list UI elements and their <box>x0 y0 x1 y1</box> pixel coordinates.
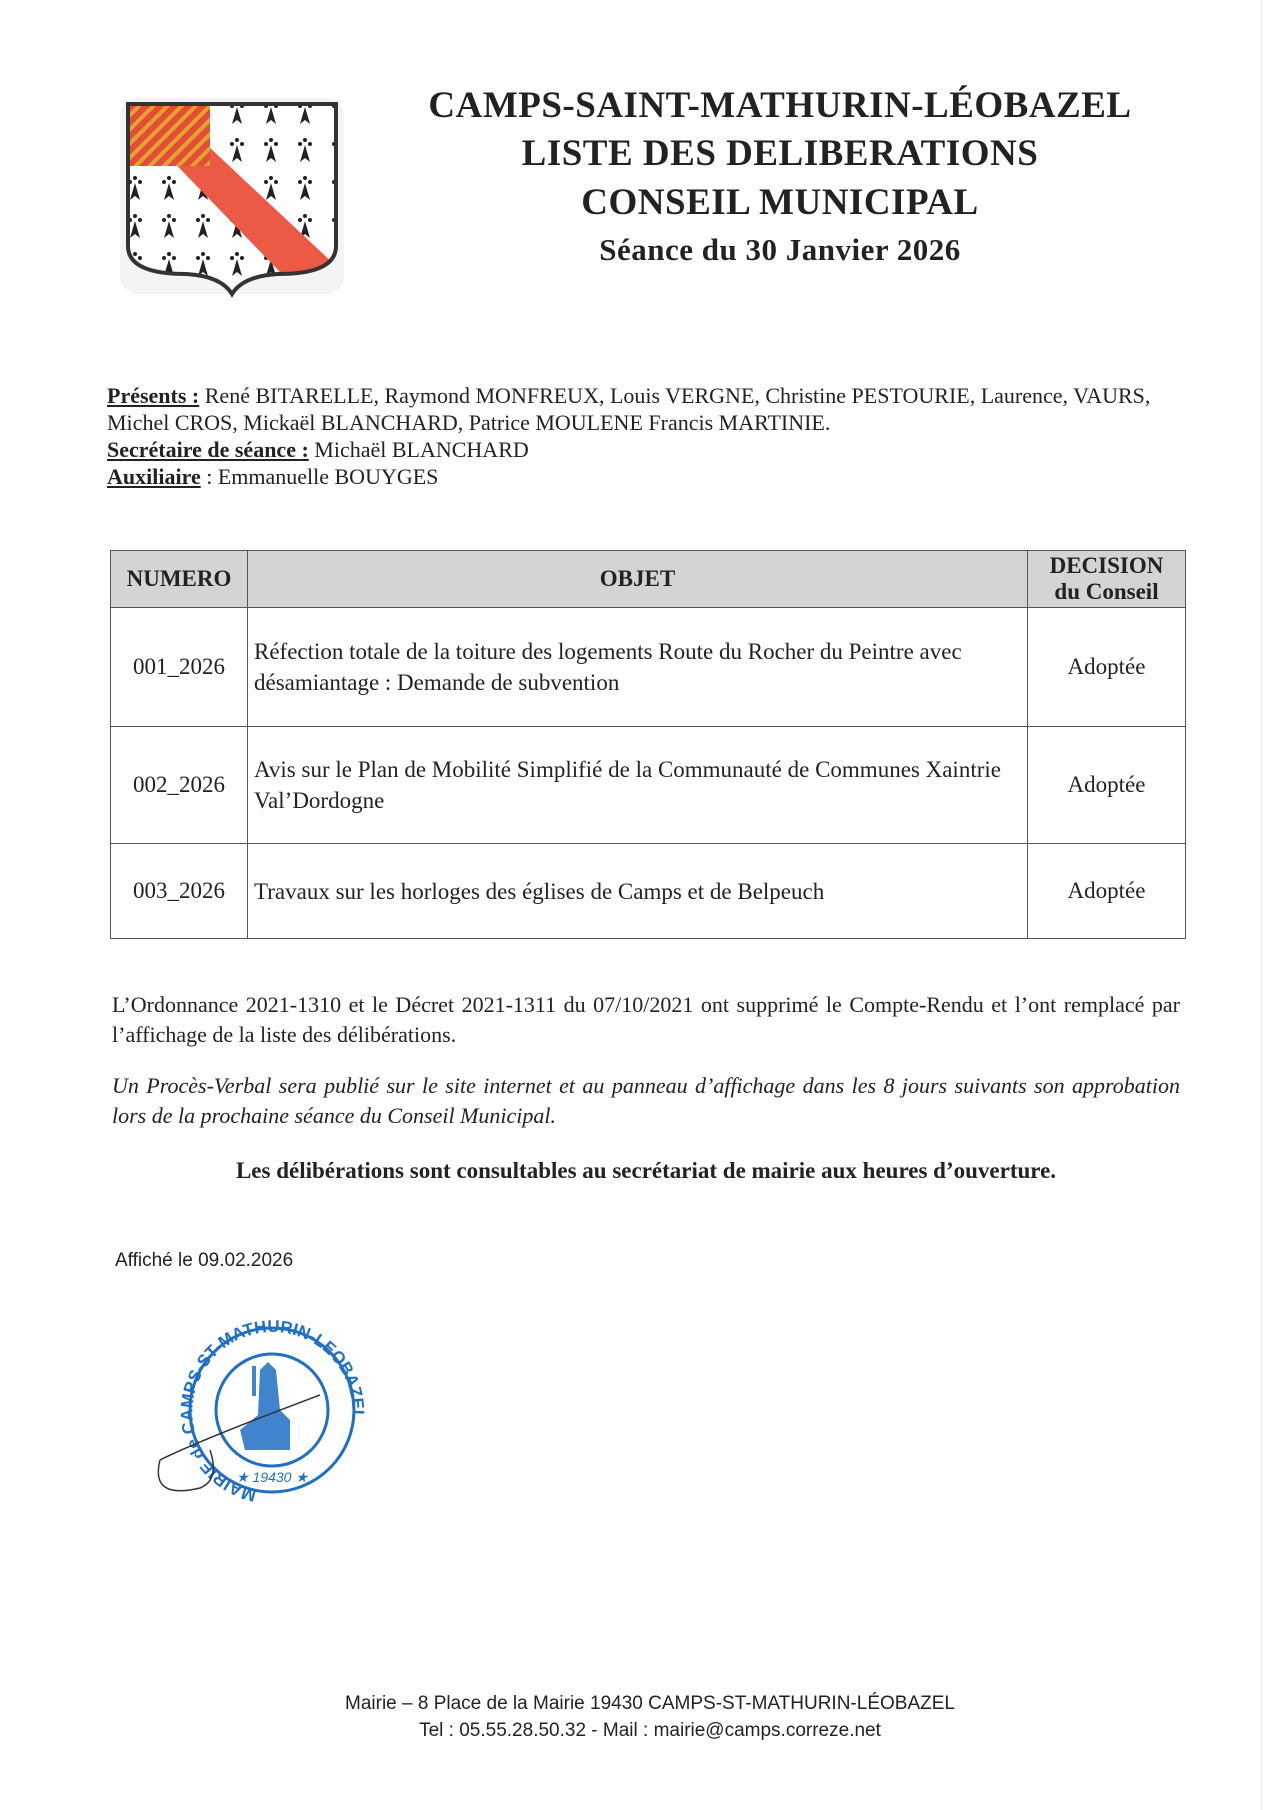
cell-objet: Travaux sur les horloges des églises de Camps et de Belpeuch <box>248 844 1028 939</box>
cell-numero: 002_2026 <box>111 727 248 844</box>
document-title: LISTE DES DELIBERATIONS <box>521 133 1039 174</box>
commune-name: CAMPS-SAINT-MATHURIN-LÉOBAZEL <box>428 85 1132 126</box>
header-objet: OBJET <box>248 551 1028 608</box>
cell-decision: Adoptée <box>1028 844 1186 939</box>
coat-of-arms-logo <box>118 96 346 298</box>
proces-verbal-note: Un Procès-Verbal sera publié sur le site internet et au panneau d’affichage dans les 8 jours suivants son approbation lors de la prochaine séance du Conseil Municipal. <box>112 1073 1180 1128</box>
table-row <box>111 608 1186 727</box>
header-decision-line2: du Conseil <box>1054 579 1159 604</box>
page-edge <box>1261 0 1280 1810</box>
secretaire-label: Secrétaire de séance : <box>107 437 309 462</box>
posting-date: Affiché le 09.02.2026 <box>115 1250 294 1271</box>
footer <box>200 1690 1100 1744</box>
auxiliaire-line <box>107 463 1182 490</box>
presents-line <box>107 382 1182 436</box>
presents-label: Présents : <box>107 383 200 408</box>
footer-contact: Tel : 05.55.28.50.32 - Mail : mairie@camps.correze.net <box>419 1720 881 1741</box>
cell-numero: 003_2026 <box>111 844 248 939</box>
cell-decision: Adoptée <box>1028 608 1186 727</box>
header-decision <box>1028 551 1186 608</box>
footer-address: Mairie – 8 Place de la Mairie 19430 CAMPS-ST-MATHURIN-LÉOBAZEL <box>345 1693 955 1714</box>
attendance-section <box>107 382 1182 490</box>
cell-decision: Adoptée <box>1028 727 1186 844</box>
seance-date: Séance du 30 Janvier 2026 <box>599 232 961 267</box>
auxiliaire-name: : Emmanuelle BOUYGES <box>206 464 439 489</box>
secretaire-name: Michaël BLANCHARD <box>314 437 529 462</box>
presents-list: René BITARELLE, Raymond MONFREUX, Louis VERGNE, Christine PESTOURIE, Laurence, VAURS, Michel CROS, Mickaël BLANCHARD, Patrice MOULENE Francis MARTINIE. <box>107 383 1151 435</box>
table-row <box>111 844 1186 939</box>
cell-numero: 001_2026 <box>111 608 248 727</box>
document-subtitle: CONSEIL MUNICIPAL <box>581 182 979 223</box>
stamp-ring-text: MAIRIE de CAMPS-ST-MATHURIN-LEOBAZEL <box>177 1316 368 1506</box>
deliberations-table <box>110 550 1186 939</box>
cell-objet: Avis sur le Plan de Mobilité Simplifié de la Communauté de Communes Xaintrie Val’Dordogne <box>248 727 1028 844</box>
secretaire-line <box>107 436 1182 463</box>
ordonnance-note: L’Ordonnance 2021-1310 et le Décret 2021-1311 du 07/10/2021 ont supprimé le Compte-Rendu et l’ont remplacé par l’affichage de la liste des délibérations. <box>112 992 1180 1047</box>
cell-objet: Réfection totale de la toiture des logements Route du Rocher du Peintre avec désamiantage : Demande de subvention <box>248 608 1028 727</box>
mairie-stamp <box>140 1310 410 1510</box>
table-row <box>111 727 1186 844</box>
header-numero: NUMERO <box>111 551 248 608</box>
auxiliaire-label: Auxiliaire <box>107 464 201 489</box>
stamp-statue-icon <box>240 1362 290 1450</box>
table-header-row <box>111 551 1186 608</box>
header-decision-line1: DECISION <box>1049 553 1164 578</box>
consultation-note: Les délibérations sont consultables au secrétariat de mairie aux heures d’ouverture. <box>235 1158 1057 1183</box>
stamp-postcode: ★ 19430 ★ <box>236 1469 308 1485</box>
